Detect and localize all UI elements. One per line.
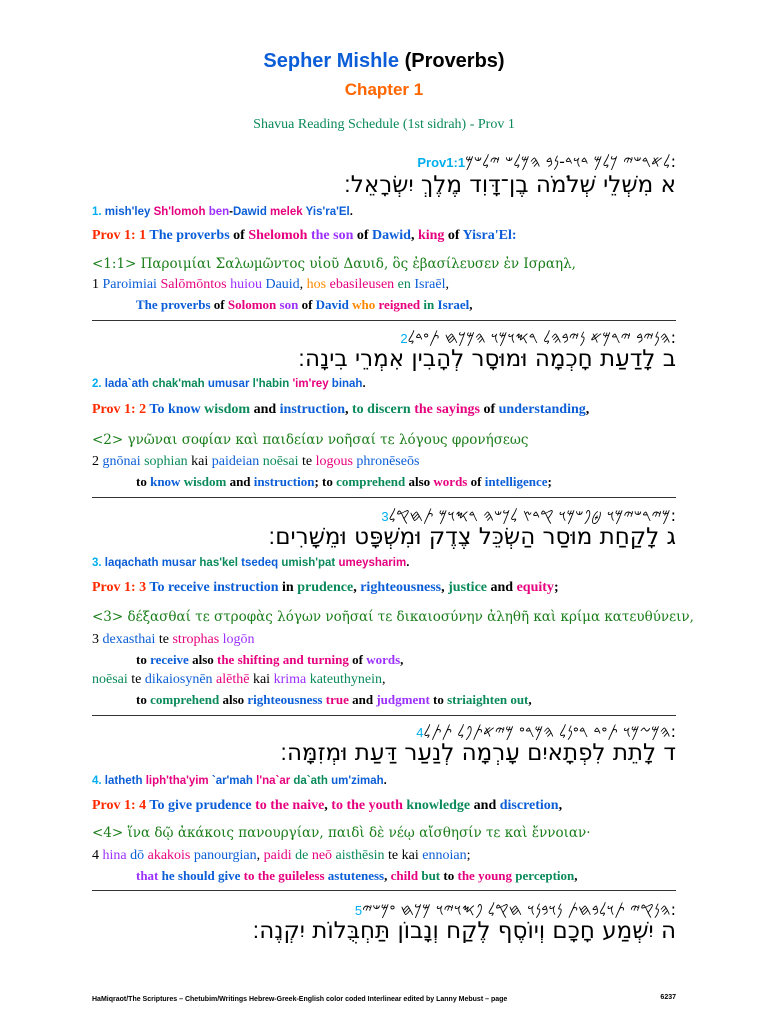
hebrew-line: ה יִשְׁמַע חָכָם וְיוֹסֶף לֶקַח וְנָבוֹן תַּחְבֻּלוֹת יִקְנֶה׃ [252,918,676,944]
word-segment: David [315,297,353,312]
word-segment: tsedeq [241,557,282,569]
word-segment: mish'ley [104,206,154,218]
word-segment: The proverbs [136,297,214,312]
word-segment: Sh'lomoh [153,206,209,218]
english-line [92,402,589,418]
word-segment: kai [252,672,274,687]
word-segment: Israēl [414,277,446,292]
word-segment: to [443,868,458,883]
word-segment: krima [273,672,310,687]
word-segment: equity [516,580,554,595]
word-segment: umusar [207,378,253,390]
word-segment: noēsai [92,672,132,687]
word-segment: and [473,798,500,813]
word-segment: 3. [92,557,105,569]
word-segment: phronēseōs [356,454,420,469]
hebrew-line: ג לָקַחַת מוּסַר הַשְׂכֵּל צֶדֶק וּמִשְׁפָּט וּמֵשָׁרִים׃ [268,524,676,550]
word-segment: . [406,557,410,569]
greek-line: <3> δέξασθαί τε στροφὰς λόγων νοῆσαί τε δικαιοσύνην ἀληθῆ καὶ κρίμα κατευθύνειν, [92,609,694,625]
word-segment: To know [149,402,205,417]
english-line [92,228,517,244]
word-segment: but [421,868,444,883]
word-segment: Prov 1: 1 [92,228,150,243]
word-segment: he should give [161,868,244,883]
word-segment: of [483,402,499,417]
word-segment: , [299,277,307,292]
word-segment: alēthē [216,672,253,687]
word-segment: and [229,474,254,489]
word-segment: ennoian [422,848,467,863]
verse-reference: Prov1:1 [417,155,466,170]
word-segment: discretion [499,798,559,813]
word-segment: reigned [378,297,424,312]
greek-gloss-line [136,692,532,708]
word-segment: da`ath [293,775,332,787]
word-segment: dikaiosynēn [144,672,217,687]
word-segment: and [490,580,517,595]
greek-gloss-line [136,474,552,490]
word-segment: Prov 1: 4 [92,798,150,813]
word-segment: ebasileusen [329,277,398,292]
word-segment: who [352,297,379,312]
word-segment: liph'tha'yim [145,775,212,787]
word-segment: The proverbs [149,228,234,243]
word-segment: ; [466,848,471,863]
word-segment: l'habin [252,378,293,390]
word-segment: instruction [279,402,345,417]
greek-line: <2> γνῶναι σοφίαν καὶ παιδείαν νοῆσαί τε λόγους φρονήσεως [92,432,529,448]
verse-number: 4 [416,725,424,740]
word-segment: musar [161,557,200,569]
word-segment: 4 [92,848,103,863]
word-segment: , [345,402,352,417]
word-segment: wisdom [183,474,230,489]
word-segment: To give [149,798,196,813]
word-segment: akakois [147,848,194,863]
word-segment: l'na`ar [256,775,294,787]
verse-divider [92,320,676,321]
paleo-text: :𐤌𐤉𐤓𐤔𐤉𐤌𐤅 𐤈𐤐𐤔𐤌𐤅 𐤒𐤃𐤑 𐤋𐤊𐤔𐤄 𐤓𐤎𐤅𐤌 𐤕𐤇𐤒𐤋 [388,506,676,525]
paleo-hebrew-line [417,152,676,172]
word-segment: the young [457,868,516,883]
word-segment: Prov 1: 3 [92,580,150,595]
word-segment: . [362,378,366,390]
word-segment: ; [553,580,559,595]
word-segment: chak'mah [152,378,208,390]
word-segment: , [445,277,449,292]
paleo-hebrew-line [400,328,676,348]
word-segment: and [352,692,377,707]
word-segment: latheth [104,775,146,787]
word-segment: te [158,632,173,647]
word-segment: to [136,692,151,707]
word-segment: 'im'rey [292,378,332,390]
word-segment: son [279,297,302,312]
word-segment: words [366,652,401,667]
greek-gloss-line [136,868,578,884]
paleo-text: :𐤋𐤀𐤓𐤔𐤉 𐤊𐤋𐤌 𐤃𐤅𐤃-𐤍𐤁 𐤄𐤌𐤋𐤔 𐤉𐤋𐤔𐤌 [465,152,676,171]
word-segment: neō [311,848,336,863]
book-title-english: (Proverbs) [404,50,505,72]
verse-number: 5 [354,903,363,918]
word-segment: , [528,692,532,707]
word-segment: 1. [92,206,105,218]
transliteration-line [92,378,366,390]
word-segment: , [353,580,361,595]
word-segment: instruction [213,580,283,595]
word-segment: righteousness [247,692,326,707]
word-segment: , [574,868,578,883]
word-segment: , [324,798,332,813]
word-segment: te kai [388,848,423,863]
word-segment: ben [208,206,230,218]
paleo-text: :𐤄𐤍𐤒𐤉 𐤕𐤅𐤋𐤁𐤇𐤕 𐤍𐤅𐤁𐤍𐤅 𐤇𐤒𐤋 𐤐𐤎𐤅𐤉𐤅 𐤌𐤊𐤇 𐤏𐤌𐤔𐤉 [362,900,676,919]
word-segment: To receive [149,580,214,595]
word-segment: , [382,672,386,687]
word-segment: to discern [352,402,415,417]
word-segment: strophas [172,632,223,647]
english-line [92,580,559,596]
word-segment: Salōmōntos [160,277,231,292]
word-segment: huiou [230,277,266,292]
word-segment: judgment [376,692,434,707]
word-segment: the son [310,228,357,243]
word-segment: of [233,228,249,243]
word-segment: laqachath [104,557,162,569]
word-segment: of [470,474,485,489]
word-segment: of [352,652,367,667]
word-segment: of [213,297,228,312]
word-segment: of [301,297,316,312]
word-segment: Dawid [372,228,411,243]
word-segment: that [136,868,162,883]
greek-transliteration-line [92,672,386,688]
word-segment: noēsai [262,454,302,469]
word-segment: 2. [92,378,105,390]
word-segment: Paroimiai [102,277,161,292]
word-segment: ; [547,474,552,489]
word-segment: in [282,580,298,595]
word-segment: , [469,297,473,312]
word-segment: perception [515,868,575,883]
word-segment: true [325,692,353,707]
word-segment: astuteness [327,868,385,883]
transliteration-line [92,206,353,218]
word-segment: . [349,206,353,218]
word-segment: has'kel [199,557,242,569]
reading-schedule: Shavua Reading Schedule (1st sidrah) - Prov 1 [253,117,515,132]
greek-transliteration-line [92,454,419,470]
word-segment: , [410,228,418,243]
verse-divider [92,497,676,498]
word-segment: Prov 1: 2 [92,402,150,417]
word-segment: , [558,798,563,813]
word-segment: prudence [297,580,354,595]
word-segment: of [447,228,463,243]
word-segment: paideian [211,454,263,469]
word-segment: and [253,402,280,417]
word-segment: 2 [92,454,103,469]
word-segment: also [408,474,434,489]
word-segment: king [417,228,448,243]
english-line [92,798,562,814]
hebrew-line: א מִשְׁלֵי שְׁלֹמֹה בֶן־דָּוִד מֶלֶךְ יִשְׂרָאֵל׃ [343,172,676,198]
word-segment: , [400,652,404,667]
greek-gloss-line [136,652,403,668]
chapter-heading: Chapter 1 [344,80,424,99]
greek-transliteration-line [92,632,255,648]
word-segment: umish'pat [281,557,339,569]
word-segment: dō [130,848,148,863]
word-segment: to the naive [255,798,325,813]
greek-gloss-line [136,297,473,313]
word-segment: striaighten out [447,692,529,707]
word-segment: in [423,297,438,312]
word-segment: sophian [144,454,192,469]
word-segment: to [136,652,151,667]
word-segment: 4. [92,775,105,787]
book-title-name: Sepher Mishle [263,50,399,72]
word-segment: aisthēsin [335,848,389,863]
word-segment: the sayings [414,402,484,417]
transliteration-line [92,775,387,787]
word-segment: - [229,206,233,218]
word-segment: te [301,454,316,469]
word-segment: , [384,868,391,883]
word-segment: , [585,402,590,417]
hebrew-line: ד לָתֵת לִפְתָאיִם עָרְמָה לְנַעַר דַּעַת וּמְזִמָּה׃ [280,740,676,766]
word-segment: um'zimah [331,775,384,787]
verse-divider [92,890,676,891]
page-number: 6237 [660,994,676,1001]
word-segment: understanding [498,402,586,417]
word-segment: ; to [314,474,337,489]
verse-number: 2 [400,331,408,346]
word-segment: to the guileless [243,868,328,883]
word-segment: Dauid [265,277,300,292]
paleo-hebrew-line [381,506,676,526]
word-segment: Shelomoh [248,228,311,243]
word-segment: Yisra'El: [462,228,517,243]
word-segment: Solomon [227,297,280,312]
word-segment: de [295,848,312,863]
word-segment: instruction [253,474,315,489]
word-segment: `ar'mah [211,775,257,787]
word-segment: 3 [92,632,103,647]
greek-line: <1:1> Παροιμίαι Σαλωμῶντος υἱοῦ Δαυιδ, ὃς ἐβασίλευσεν ἐν Ισραηλ, [92,256,576,272]
word-segment: also [222,692,248,707]
word-segment: to [136,474,151,489]
paleo-text: :𐤄𐤍𐤉𐤁 𐤉𐤓𐤌𐤀 𐤍𐤉𐤁𐤄𐤋 𐤓𐤎𐤅𐤌𐤅 𐤄𐤌𐤊𐤇 𐤕𐤏𐤃𐤋 [407,328,676,347]
word-segment: knowledge [406,798,474,813]
verse-divider [92,715,676,716]
word-segment: binah [331,378,363,390]
word-segment: of [356,228,373,243]
word-segment: child [390,868,422,883]
word-segment: know [150,474,184,489]
word-segment: also [192,652,217,667]
word-segment: lada`ath [104,378,153,390]
word-segment: gnōnai [102,454,145,469]
word-segment: receive [150,652,193,667]
word-segment: paidi [263,848,296,863]
greek-line: <4> ἵνα δῷ ἀκάκοις πανουργίαν, παιδὶ δὲ νέῳ αἴσθησίν τε καὶ ἔννοιαν· [92,825,591,841]
paleo-hebrew-line [416,722,676,742]
word-segment: en [397,277,415,292]
word-segment: dexasthai [102,632,159,647]
word-segment: to the youth [331,798,407,813]
word-segment: intelligence [484,474,548,489]
word-segment: words [433,474,471,489]
word-segment: , [256,848,264,863]
footer-text: HaMiqraot/The Scriptures – Chetubim/Writings Hebrew-Greek-English color coded Interlinear edited by Lanny Mebust – page [92,996,508,1003]
greek-transliteration-line [92,848,470,864]
word-segment: the shifting and turning [217,652,353,667]
word-segment: umeysharim [338,557,407,569]
word-segment: righteousness [360,580,442,595]
word-segment: to [433,692,448,707]
word-segment: , [441,580,449,595]
word-segment: prudence [195,798,256,813]
word-segment: 1 [92,277,103,292]
word-segment: logous [315,454,357,469]
word-segment: . [383,775,387,787]
word-segment: Yis'ra'El [305,206,350,218]
transliteration-line [92,557,409,569]
word-segment: panourgian [193,848,257,863]
word-segment: comprehend [150,692,223,707]
word-segment: te [131,672,145,687]
word-segment: comprehend [336,474,409,489]
word-segment: kateuthynein [309,672,383,687]
word-segment: hos [306,277,330,292]
word-segment: logōn [222,632,255,647]
word-segment: wisdom [204,402,254,417]
word-segment: melek [270,206,306,218]
book-title [0,50,768,73]
paleo-hebrew-line [355,900,676,920]
hebrew-line: ב לָדַעַת חָכְמָה וּמוּסָר לְהָבִין אִמְרֵי בִינָה׃ [298,346,676,372]
word-segment: hina [102,848,131,863]
greek-transliteration-line [92,277,449,293]
word-segment: Dawid [232,206,271,218]
word-segment: justice [448,580,491,595]
verse-number: 3 [381,509,389,524]
word-segment: Israel [437,297,470,312]
paleo-text: :𐤄𐤌𐤆𐤌𐤅 𐤕𐤏𐤃 𐤓𐤏𐤍𐤋 𐤄𐤌𐤓𐤏 𐤌𐤉𐤀𐤕𐤐𐤋 𐤕𐤕𐤋 [423,722,676,741]
word-segment: kai [191,454,212,469]
page-footer [92,996,676,1003]
